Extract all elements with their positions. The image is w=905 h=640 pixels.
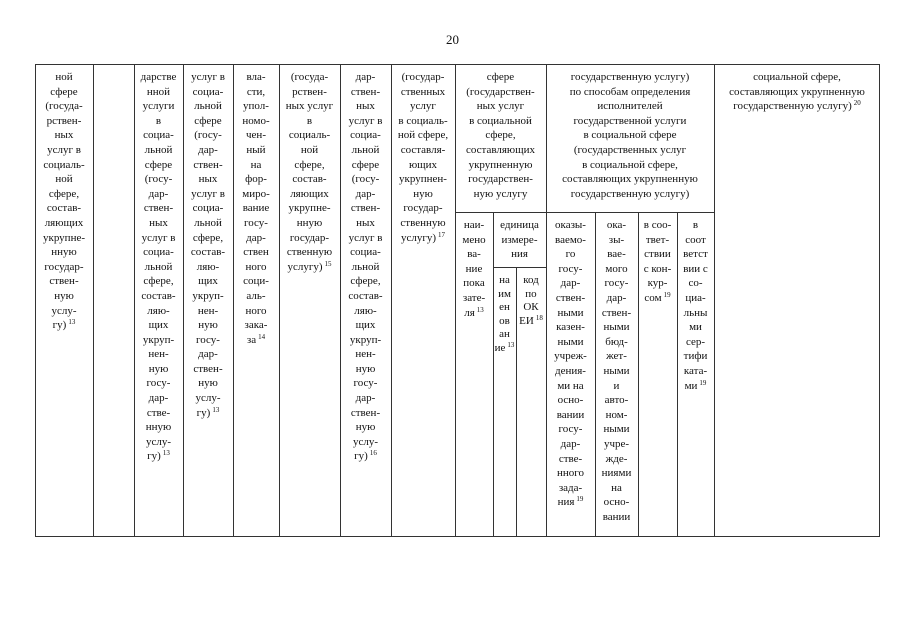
- footnote-ref: 13: [476, 305, 484, 314]
- footnote-ref: 13: [162, 449, 170, 458]
- footnote-ref: 15: [324, 259, 332, 268]
- subheader-unit: [493, 218, 546, 262]
- divider: [493, 267, 546, 268]
- divider: [714, 64, 715, 537]
- footnote-ref: 13: [68, 318, 76, 327]
- footnote-ref: 13: [212, 405, 220, 414]
- header-text: государственную услугу) по способам определения исполнителей государственной услуги в социальной сфере (государственных услуг в социальной сфере, составляющих укрупненную государственную услугу): [562, 71, 698, 200]
- footnote-ref: 19: [699, 378, 707, 387]
- header-text: сфере (государствен- ных услуг в социальной сфере, составляющих укрупненную государствен- ную услугу: [465, 71, 536, 200]
- footnote-ref: 13: [507, 340, 515, 349]
- column-header-8: [391, 70, 455, 245]
- footnote-ref: 18: [535, 313, 543, 322]
- column-header-last: [714, 70, 880, 114]
- header-text: услуг в социа- льной сфере (госу- дар- ствен- ных услуг в социа- льной сфере, состав- ляю- щих укруп- нен- ную госу- дар- ствен- ную услу- гу): [190, 71, 226, 419]
- header-text: ока- зы- вае- мого госу- дар- ствен- ными бюд- жет- ными и авто- ном- ными учре- жде- ниями на осно- вании: [601, 219, 632, 523]
- footnote-ref: 19: [663, 290, 671, 299]
- column-header-6: [279, 70, 340, 274]
- footnote-ref: 17: [438, 230, 446, 239]
- subheader-competition: [638, 218, 677, 306]
- header-text: оказы- ваемо- го госу- дар- ствен- ными казен- ными учреж- дения- ми на осно- вании госу- дар- стве- нного зада- ния: [554, 219, 587, 509]
- column-header-5: [233, 70, 279, 347]
- header-text: дар- ствен- ных услуг в социа- льной сфере (госу- дар- ствен- ных услуг в социа- льной сфере, состав- ляю- щих укруп- нен- ную госу- дар- ствен- ную услу- гу): [348, 71, 383, 463]
- group-header-methods: [546, 70, 714, 201]
- subheader-budget-institutions: [595, 218, 638, 524]
- header-text: (госуда- рствен- ных услуг в социаль- ной сфере, состав- ляющих укрупне- нную государ- ственную услугу): [285, 71, 334, 273]
- group-header-indicator: [455, 70, 546, 201]
- subheader-certificates: [677, 218, 714, 393]
- header-text: в соот ветст вии с со- циа- льны ми сер- тифи ката- ми: [683, 219, 708, 392]
- header-text: на им ен ов ан ие: [494, 274, 511, 354]
- header-text: в соо- твет- ствии с кон- кур- сом: [643, 219, 672, 304]
- column-header-4: [183, 70, 233, 420]
- footnote-ref: 14: [258, 332, 266, 341]
- header-text: (государ- ственных услуг в социаль- ной сфере, составля- ющих укрупнен- ную государ- ственную услугу): [397, 71, 449, 244]
- header-text: наи- мено ва- ние пока зате- ля: [462, 219, 486, 319]
- subheader-unit-name: [493, 274, 516, 355]
- header-text: ной сфере (госуда- рствен- ных услуг в социаль- ной сфере, состав- ляющих укрупне- нную государ- ствен- ную услу- гу): [42, 71, 86, 332]
- header-text: код по ОК ЕИ: [519, 274, 539, 327]
- column-header-3: [134, 70, 183, 464]
- footnote-ref: 19: [576, 495, 584, 504]
- footnote-ref: 16: [369, 449, 377, 458]
- subheader-state-institutions: [546, 218, 595, 510]
- column-header-7: [340, 70, 391, 464]
- divider: [93, 64, 94, 537]
- page-number: 20: [446, 32, 459, 47]
- header-text: вла- сти, упол- номо- чен- ный на фор- миро- вание госу- дар- ствен ного соци- аль- ного зака- за: [242, 71, 270, 346]
- header-text: социальной сфере, составляющих укрупненную государственную услугу): [729, 71, 865, 113]
- header-text: единица измере- ния: [500, 219, 539, 261]
- column-header-1: [35, 70, 93, 333]
- subheader-indicator-name: [455, 218, 493, 320]
- header-text: дарстве нной услуги в социа- льной сфере (госу- дар- ствен- ных услуг в социа- льной сфере, состав- ляю- щих укруп- нен- ную госу- дар- стве- нную услу- гу): [140, 71, 177, 463]
- footnote-ref: 20: [853, 99, 861, 108]
- subheader-unit-code: [516, 274, 546, 328]
